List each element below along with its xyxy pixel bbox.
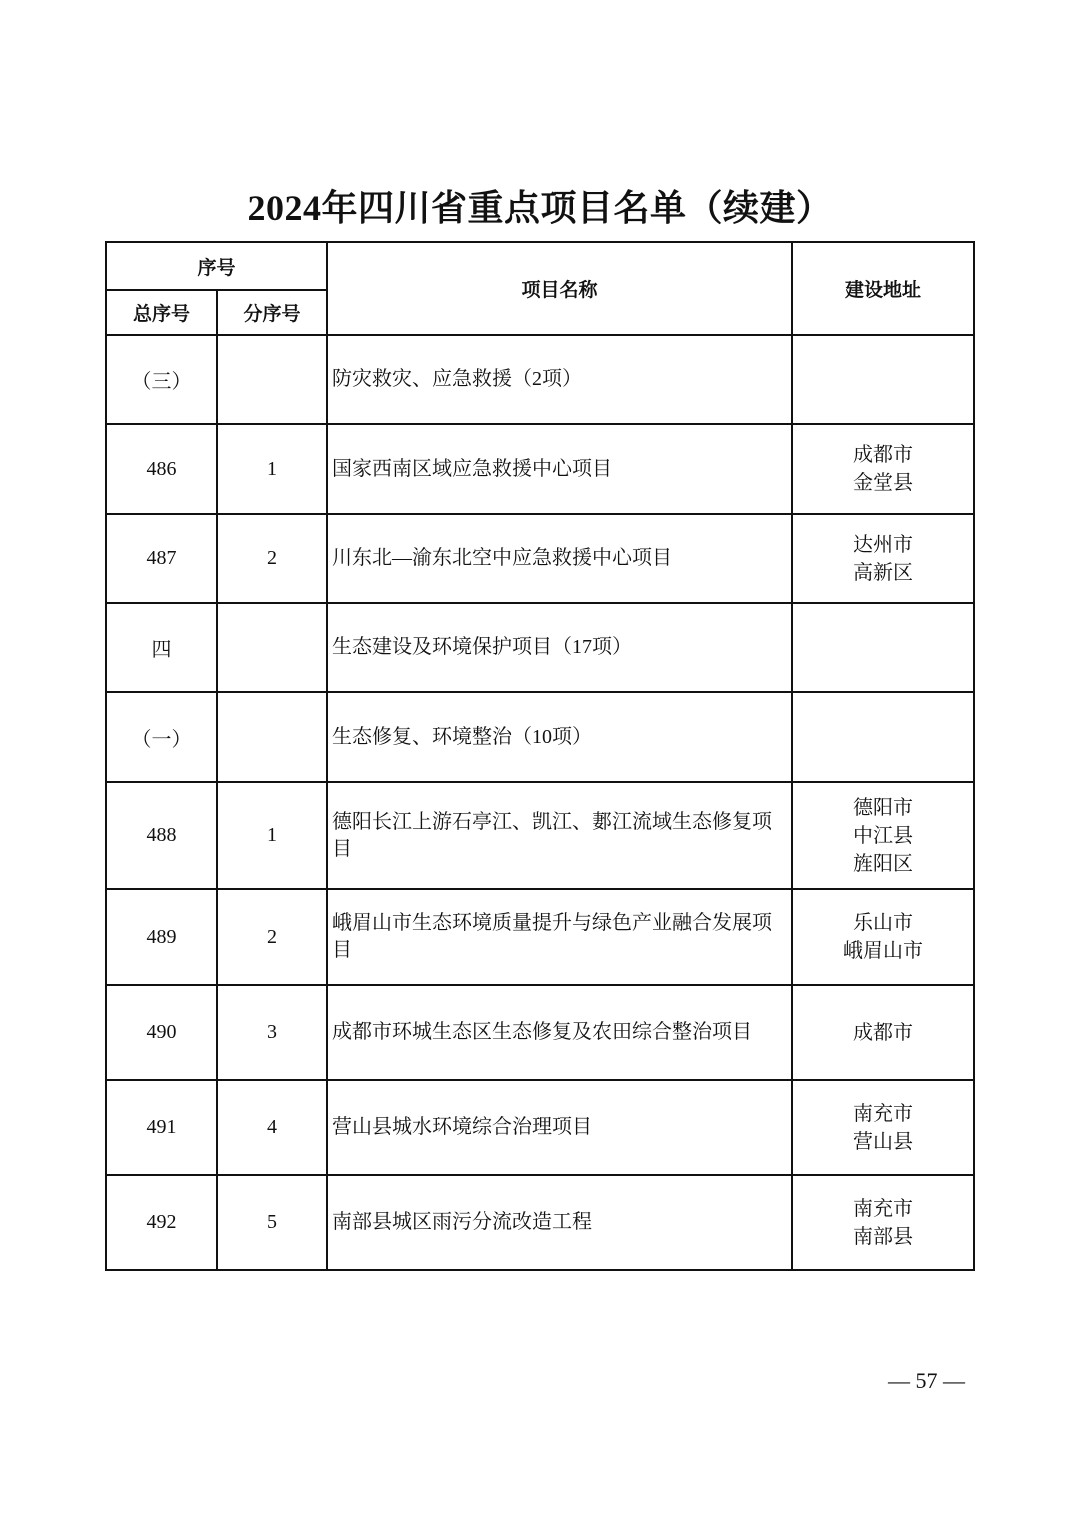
address-line: 营山县 [853, 1130, 914, 1153]
cell-sub-no [217, 335, 327, 424]
cell-sub-no: 1 [217, 782, 327, 889]
cell-project-name: 成都市环城生态区生态修复及农田综合整治项目 [327, 985, 792, 1080]
table-row [106, 985, 974, 1080]
cell-address [792, 514, 974, 603]
cell-sub-no: 1 [217, 424, 327, 514]
page-title: 2024年四川省重点项目名单（续建） [247, 188, 833, 228]
table-row [106, 889, 974, 985]
cell-total-no: 491 [106, 1080, 217, 1175]
cell-total-no: 490 [106, 985, 217, 1080]
address-line: 南充市 [853, 1197, 914, 1220]
cell-address [792, 889, 974, 985]
cell-project-name: 营山县城水环境综合治理项目 [327, 1080, 792, 1175]
cell-project-name: 生态修复、环境整治（10项） [327, 692, 792, 782]
address-line: 峨眉山市 [843, 940, 924, 962]
table-row [106, 692, 974, 782]
cell-sub-no: 2 [217, 514, 327, 603]
header-serial-group: 序号 [106, 242, 327, 290]
cell-sub-no: 3 [217, 985, 327, 1080]
cell-project-name: 生态建设及环境保护项目（17项） [327, 603, 792, 692]
address-line: 成都市 [853, 444, 914, 466]
cell-total-no: 487 [106, 514, 217, 603]
cell-address [792, 985, 974, 1080]
table-row [106, 1080, 974, 1175]
header-sub-no: 分序号 [217, 290, 327, 335]
address-line: 乐山市 [853, 912, 914, 934]
address-line: 德阳市 [853, 796, 914, 819]
cell-address [792, 603, 974, 692]
cell-address [792, 692, 974, 782]
page-number: — 57 — [888, 1368, 965, 1393]
cell-project-name: 川东北—渝东北空中应急救援中心项目 [327, 514, 792, 603]
table-row [106, 424, 974, 514]
address-line: 中江县 [853, 824, 914, 847]
cell-sub-no: 5 [217, 1175, 327, 1270]
header-project-name: 项目名称 [327, 242, 792, 335]
address-line: 金堂县 [853, 472, 914, 494]
cell-address [792, 335, 974, 424]
cell-project-name: 峨眉山市生态环境质量提升与绿色产业融合发展项目 [327, 889, 792, 985]
cell-total-no: （一） [106, 692, 217, 782]
cell-total-no: （三） [106, 335, 217, 424]
table-row [106, 782, 974, 889]
address-line: 南充市 [853, 1102, 914, 1125]
address-line: 达州市 [853, 533, 914, 556]
project-table [105, 241, 975, 1271]
cell-total-no: 489 [106, 889, 217, 985]
address-line: 旌阳区 [853, 852, 914, 875]
address-line: 南部县 [853, 1225, 914, 1248]
cell-total-no: 486 [106, 424, 217, 514]
header-address: 建设地址 [792, 242, 974, 335]
cell-project-name: 国家西南区域应急救援中心项目 [327, 424, 792, 514]
cell-sub-no: 4 [217, 1080, 327, 1175]
table-row [106, 514, 974, 603]
table-row [106, 335, 974, 424]
cell-sub-no: 2 [217, 889, 327, 985]
table-row [106, 603, 974, 692]
header-total-no: 总序号 [106, 290, 217, 335]
cell-sub-no [217, 603, 327, 692]
address-line: 成都市 [853, 1021, 914, 1044]
cell-sub-no [217, 692, 327, 782]
cell-project-name: 南部县城区雨污分流改造工程 [327, 1175, 792, 1270]
cell-total-no: 492 [106, 1175, 217, 1270]
cell-project-name: 防灾救灾、应急救援（2项） [327, 335, 792, 424]
table-row [106, 1175, 974, 1270]
cell-address [792, 1080, 974, 1175]
cell-address [792, 424, 974, 514]
cell-total-no: 四 [106, 603, 217, 692]
cell-address [792, 782, 974, 889]
address-line: 高新区 [853, 561, 914, 584]
cell-project-name: 德阳长江上游石亭江、凯江、郪江流域生态修复项目 [327, 782, 792, 889]
cell-address [792, 1175, 974, 1270]
cell-total-no: 488 [106, 782, 217, 889]
